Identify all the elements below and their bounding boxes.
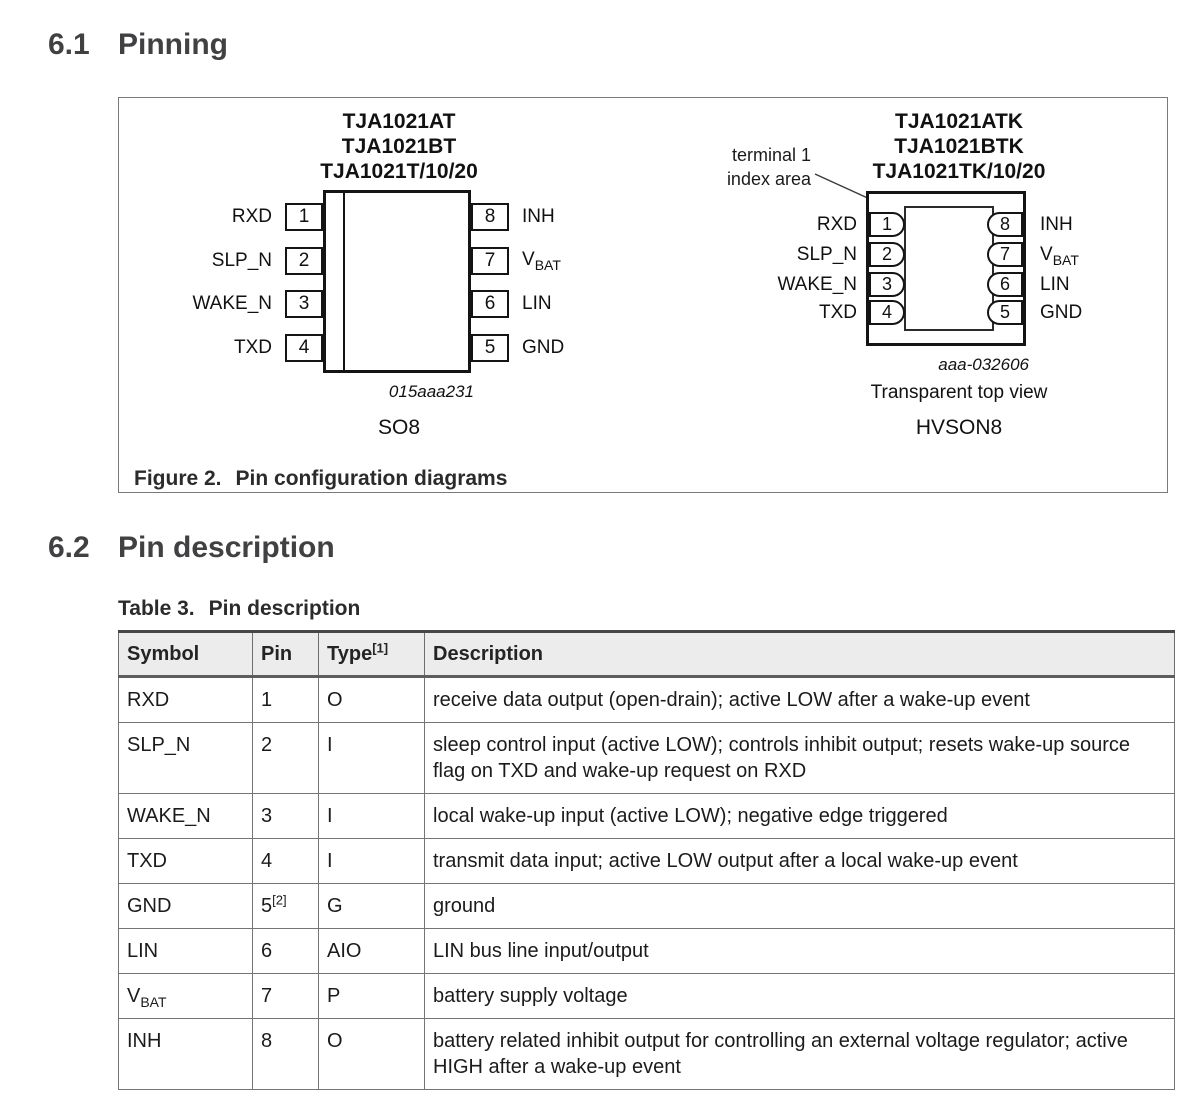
cell-description: local wake-up input (active LOW); negative edge triggered	[425, 794, 1175, 839]
text-line: TJA1021BTK	[894, 135, 1024, 158]
cell-type: O	[319, 1019, 425, 1090]
table-row	[119, 884, 1175, 929]
terminal-number: 4	[869, 300, 905, 325]
terminal-number: 2	[869, 242, 905, 267]
pin-label: LIN	[522, 293, 552, 314]
table-row	[119, 794, 1175, 839]
pin-number-box: 6	[471, 290, 509, 318]
hvson8-die-pad	[904, 206, 994, 331]
figure-caption-title: Pin configuration diagrams	[235, 467, 508, 490]
cell-type: AIO	[319, 929, 425, 974]
hvson8-view-label: Transparent top view	[870, 382, 1048, 403]
cell-pin: 1	[253, 677, 319, 723]
text-line: TJA1021AT	[342, 110, 456, 133]
table-row	[119, 677, 1175, 723]
text-line: index area	[726, 169, 811, 189]
text-line: TJA1021ATK	[895, 110, 1023, 133]
table-row	[119, 929, 1175, 974]
column-header-pin: Pin	[253, 632, 319, 677]
section-number: 6.2	[48, 531, 90, 564]
table-title-text: Pin description	[208, 597, 361, 620]
pin-label: GND	[1040, 302, 1083, 323]
cell-type: I	[319, 723, 425, 794]
pin-number-box: 2	[285, 247, 323, 275]
pin-label: INH	[1040, 214, 1073, 235]
table-header-row	[119, 632, 1175, 677]
footnote-marker: [1]	[372, 640, 389, 656]
cell-symbol: RXD	[119, 677, 253, 723]
section-heading-pinning	[48, 28, 228, 62]
so8-pin1-side-stripe	[343, 193, 345, 370]
so8-pin-row	[119, 203, 323, 231]
pin-number-box: 8	[471, 203, 509, 231]
cell-description: sleep control input (active LOW); controls inhibit output; resets wake-up source flag on TXD and wake-up request on RXD	[425, 723, 1175, 794]
table-row	[119, 723, 1175, 794]
so8-pin-row	[471, 247, 691, 275]
section-title: Pinning	[118, 28, 228, 61]
pin-label: SLP_N	[211, 250, 272, 271]
cell-symbol: INH	[119, 1019, 253, 1090]
text-line: TJA1021T/10/20	[320, 160, 478, 183]
cell-type: I	[319, 839, 425, 884]
cell-type: I	[319, 794, 425, 839]
text-line: terminal 1	[731, 145, 811, 165]
table-row	[119, 1019, 1175, 1090]
cell-pin: 4	[253, 839, 319, 884]
cell-description: battery supply voltage	[425, 974, 1175, 1019]
pin-label: $V_{BAT}$	[522, 249, 561, 273]
pin-number-box: 3	[285, 290, 323, 318]
column-header-type: Type[1]	[319, 632, 425, 677]
pin-label: TXD	[234, 337, 272, 358]
cell-pin: 5[2]	[253, 884, 319, 929]
column-header-symbol: Symbol	[119, 632, 253, 677]
cell-symbol: GND	[119, 884, 253, 929]
so8-pin-row	[119, 247, 323, 275]
pin-label: INH	[522, 206, 555, 227]
cell-description: receive data output (open-drain); active LOW after a wake-up event	[425, 677, 1175, 723]
so8-pin-row	[119, 334, 323, 362]
table-row	[119, 839, 1175, 884]
pin-label: WAKE_N	[192, 293, 272, 314]
table-title	[118, 597, 360, 621]
so8-pin-row	[471, 290, 691, 318]
pin-description-table	[118, 630, 1175, 1090]
pin-number-box: 7	[471, 247, 509, 275]
terminal-number: 3	[869, 272, 905, 297]
pin-label: SLP_N	[796, 244, 857, 265]
cell-type: G	[319, 884, 425, 929]
terminal-number: 6	[987, 272, 1023, 297]
cell-type: P	[319, 974, 425, 1019]
pin-label: WAKE_N	[777, 274, 857, 295]
pin-number-box: 1	[285, 203, 323, 231]
section-number: 6.1	[48, 28, 90, 61]
cell-symbol: LIN	[119, 929, 253, 974]
terminal1-index-annotation	[679, 143, 811, 191]
terminal-number: 1	[869, 212, 905, 237]
pin-label: LIN	[1040, 274, 1070, 295]
so8-pin-row	[119, 290, 323, 318]
cell-pin: 2	[253, 723, 319, 794]
text-line: TJA1021BT	[341, 135, 457, 158]
terminal-number: 5	[987, 300, 1023, 325]
cell-type: O	[319, 677, 425, 723]
so8-pin-row	[471, 334, 691, 362]
so8-pin-row	[471, 203, 691, 231]
pin-label: RXD	[816, 214, 857, 235]
cell-symbol: $V_{BAT}$	[119, 974, 253, 1019]
hvson8-drawing-id: aaa-032606	[938, 355, 1029, 374]
section-title: Pin description	[118, 531, 335, 564]
pin-label: GND	[522, 337, 565, 358]
hvson8-package-name: HVSON8	[915, 416, 1003, 439]
text-line: TJA1021TK/10/20	[872, 160, 1046, 183]
cell-symbol: TXD	[119, 839, 253, 884]
so8-drawing-id: 015aaa231	[388, 382, 474, 401]
table-row	[119, 974, 1175, 1019]
cell-symbol: SLP_N	[119, 723, 253, 794]
cell-pin: 6	[253, 929, 319, 974]
terminal-number: 7	[987, 242, 1023, 267]
hvson8-title-lines	[809, 109, 1109, 184]
pin-label: $V_{BAT}$	[1040, 244, 1079, 268]
so8-package-name: SO8	[377, 416, 421, 439]
figure-caption	[134, 467, 507, 491]
so8-package-body	[323, 190, 471, 373]
cell-pin: 8	[253, 1019, 319, 1090]
cell-description: LIN bus line input/output	[425, 929, 1175, 974]
pin-number-box: 5	[471, 334, 509, 362]
cell-pin: 7	[253, 974, 319, 1019]
cell-symbol: WAKE_N	[119, 794, 253, 839]
column-header-description: Description	[425, 632, 1175, 677]
figure-caption-label: Figure 2.	[134, 467, 222, 490]
so8-title-lines	[249, 109, 549, 184]
pin-label: RXD	[231, 206, 272, 227]
cell-description: transmit data input; active LOW output after a local wake-up event	[425, 839, 1175, 884]
section-heading-pin-description	[48, 531, 335, 565]
cell-description: ground	[425, 884, 1175, 929]
terminal-number: 8	[987, 212, 1023, 237]
cell-pin: 3	[253, 794, 319, 839]
pin-number-box: 4	[285, 334, 323, 362]
table-label: Table 3.	[118, 597, 195, 620]
pin-label: TXD	[819, 302, 857, 323]
figure-pin-configuration	[118, 97, 1168, 493]
cell-description: battery related inhibit output for controlling an external voltage regulator; active HIGH after a wake-up event	[425, 1019, 1175, 1090]
